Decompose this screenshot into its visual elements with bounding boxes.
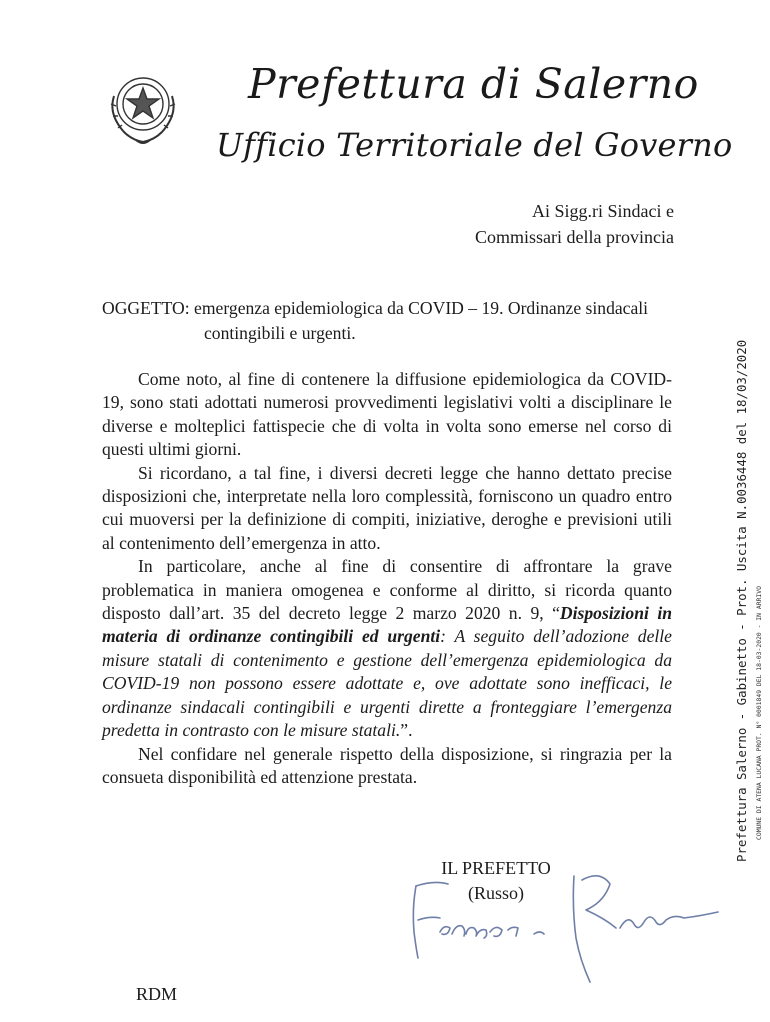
addressee — [475, 198, 674, 250]
letter-body — [102, 368, 672, 789]
paragraph-2: Si ricordano, a tal fine, i diversi decreti legge che hanno dettato precise disposizioni che, interpretate nella loro complessità, forniscono un quadro entro cui muoversi per la definizione di compiti, iniziative, deroghe e previsioni utili al contenimento dell’emergenza in atto. — [102, 462, 672, 553]
paragraph-1: Come noto, al fine di contenere la diffusione epidemiologica da COVID-19, sono stati adottati numerosi provvedimenti legislativi volti a disciplinare le diverse e molteplici fattispecie che di volta in volta sono emerse nel corso di questi ultimi giorni. — [102, 369, 672, 460]
addressee-line-1: Ai Sigg.ri Sindaci e — [532, 201, 674, 221]
signer-title: IL PREFETTO — [441, 858, 551, 878]
paragraph-3 — [102, 555, 672, 742]
signer-name: (Russo) — [467, 883, 524, 903]
paragraph-3-end: ”. — [400, 720, 413, 741]
paragraph-3-start: In particolare, anche al fine di consentire di affrontare la grave problematica in maniera omogenea e conforme al diritto, si ricorda quanto disposto dall’art. 35 del decreto legge 2 marzo 2020 n. 9, “ — [102, 556, 672, 624]
arrival-stamp: COMUNE DI ATENA LUCANA PROT. N° 0001849 DEL 18-03-2020 - IN ARRIVO — [755, 586, 763, 840]
subject — [102, 296, 682, 346]
header-title: Prefettura di Salerno — [248, 60, 699, 108]
addressee-line-2: Commissari della provincia — [475, 227, 674, 247]
handwritten-signature — [404, 848, 724, 998]
decree-quote: : A seguito dell’adozione delle misure statali di contenimento e gestione dell’emergenza epidemiologica da COVID-19 non possono essere adottate e, ove adottate sono inefficaci, le ordinanze sindacali contingibili e urgenti dirette a fronteggiare l’emergenza predetta in contrasto con le misure statali. — [102, 626, 672, 741]
subject-label: OGGETTO: — [102, 298, 190, 318]
subject-text-1: emergenza epidemiologica da COVID – 19. Ordinanze sindacali — [194, 298, 649, 318]
protocol-stamp: Prefettura Salerno - Gabinetto - Prot. Uscita N.0036448 del 18/03/2020 — [734, 339, 749, 862]
decree-title: Disposizioni in materia di ordinanze contingibili ed urgenti — [102, 603, 673, 647]
paragraph-4: Nel confidare nel generale rispetto della disposizione, si ringrazia per la consueta disponibilità ed attenzione prestata. — [102, 743, 672, 787]
initials: RDM — [136, 984, 178, 1004]
italian-republic-emblem-icon — [102, 66, 184, 148]
header-subtitle: Ufficio Territoriale del Governo — [216, 126, 733, 164]
subject-text-2: contingibili e urgenti. — [204, 323, 356, 343]
